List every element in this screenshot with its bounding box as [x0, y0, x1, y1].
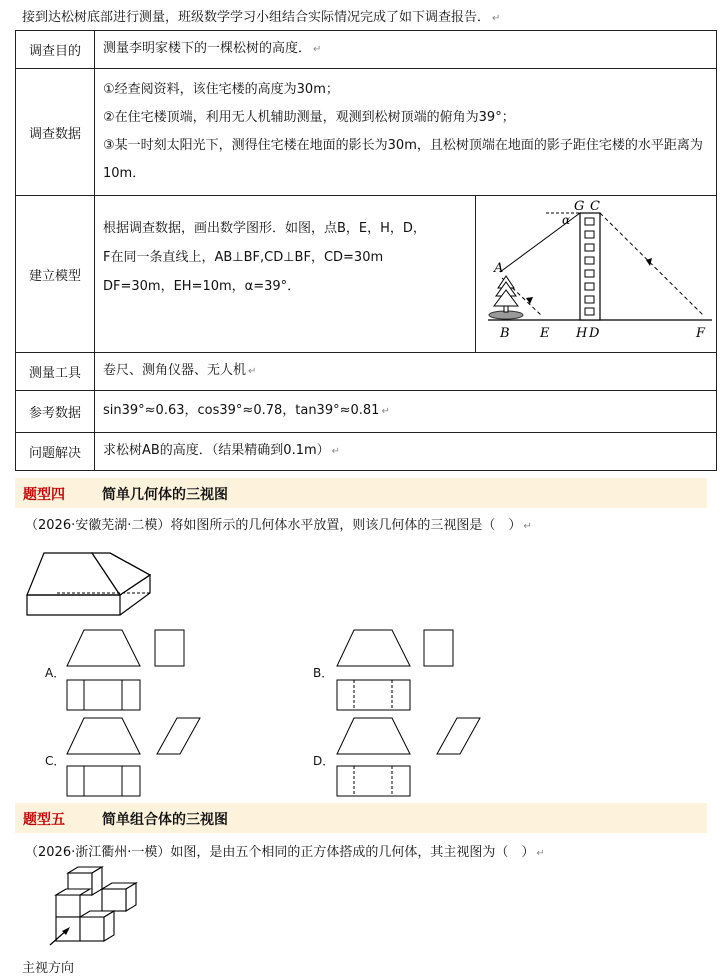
svg-text:α: α — [562, 213, 571, 227]
option-a-label[interactable]: A． — [45, 666, 66, 680]
option-c-views[interactable] — [62, 714, 222, 800]
survey-report-table — [15, 30, 717, 471]
svg-text:D: D — [589, 326, 600, 341]
question4-text: （2026·安徽芜湖·二模）将如图所示的几何体水平放置，则该几何体的三视图是（ ） ↵ — [25, 518, 532, 533]
section5-banner — [15, 803, 707, 833]
purpose-label: 调查目的 — [16, 31, 95, 69]
data-item-2: ②在住宅楼顶端，利用无人机辅助测量，观测到松树顶端的俯角为39°； — [103, 110, 515, 125]
svg-text:F: F — [696, 326, 706, 341]
svg-text:C: C — [590, 199, 600, 214]
option-d-views[interactable] — [332, 714, 492, 800]
question5-text: （2026·浙江衢州·一模）如图，是由五个相同的正方体搭成的几何体，其主视图为（ ） ↵ — [25, 845, 545, 860]
section4-tag: 题型四 — [23, 487, 65, 503]
svg-text:E: E — [540, 326, 550, 341]
model-content — [95, 196, 717, 353]
solve-label: 问题解决 — [16, 433, 95, 471]
data-label: 调查数据 — [16, 69, 95, 196]
row-solve — [16, 433, 717, 471]
section4-title: 简单几何体的三视图 — [102, 487, 228, 503]
solve-content: 求松树AB的高度．（结果精确到0.1m） ↵ — [95, 433, 717, 471]
pine-tree-icon — [489, 276, 523, 319]
section4-banner — [15, 478, 707, 508]
section5-tag: 题型五 — [23, 812, 65, 828]
intro-text: 接到达松树底部进行测量，班级数学学习小组结合实际情况完成了如下调查报告． ↵ — [22, 10, 501, 25]
model-text — [95, 196, 476, 352]
model-line-3: DF=30m，EH=10m，α=39°． — [103, 279, 301, 294]
row-model — [16, 196, 717, 353]
five-cubes-figure — [40, 865, 150, 950]
row-reference — [16, 391, 717, 433]
model-label: 建立模型 — [16, 196, 95, 353]
option-b-label[interactable]: B． — [313, 666, 334, 680]
trapezoid-prism-figure — [22, 545, 162, 620]
data-item-1: ①经查阅资料，该住宅楼的高度为30m； — [103, 82, 339, 97]
model-diagram — [476, 196, 716, 352]
ref-label: 参考数据 — [16, 391, 95, 433]
tools-label: 测量工具 — [16, 353, 95, 391]
view-direction-label: 主视方向 — [22, 961, 75, 976]
option-d-label[interactable]: D． — [313, 754, 335, 768]
section5-title: 简单组合体的三视图 — [102, 812, 228, 828]
option-c-label[interactable]: C． — [45, 754, 66, 768]
ref-content: sin39°≈0.63，cos39°≈0.78，tan39°≈0.81 ↵ — [95, 391, 717, 433]
row-tools — [16, 353, 717, 391]
row-purpose — [16, 31, 717, 69]
model-line-1: 根据调查数据，画出数学图形．如图，点B，E，H，D， — [103, 221, 426, 236]
data-content — [95, 69, 717, 196]
tree-building-diagram — [476, 196, 716, 352]
option-a-views[interactable] — [62, 628, 202, 714]
model-line-2: F在同一条直线上，AB⊥BF,CD⊥BF，CD=30m — [103, 250, 384, 265]
purpose-content: 测量李明家楼下的一棵松树的高度． ↵ — [95, 31, 717, 69]
data-item-3: ③某一时刻太阳光下，测得住宅楼在地面的影长为30m，且松树顶端在地面的影子距住宅楼的水平距离为10m． — [103, 138, 703, 181]
svg-text:A: A — [494, 261, 504, 276]
row-data — [16, 69, 717, 196]
tools-content: 卷尺、测角仪器、无人机 ↵ — [95, 353, 717, 391]
svg-text:G: G — [574, 199, 585, 214]
option-b-views[interactable] — [332, 628, 472, 714]
svg-text:H: H — [576, 326, 588, 341]
svg-text:B: B — [500, 326, 510, 341]
